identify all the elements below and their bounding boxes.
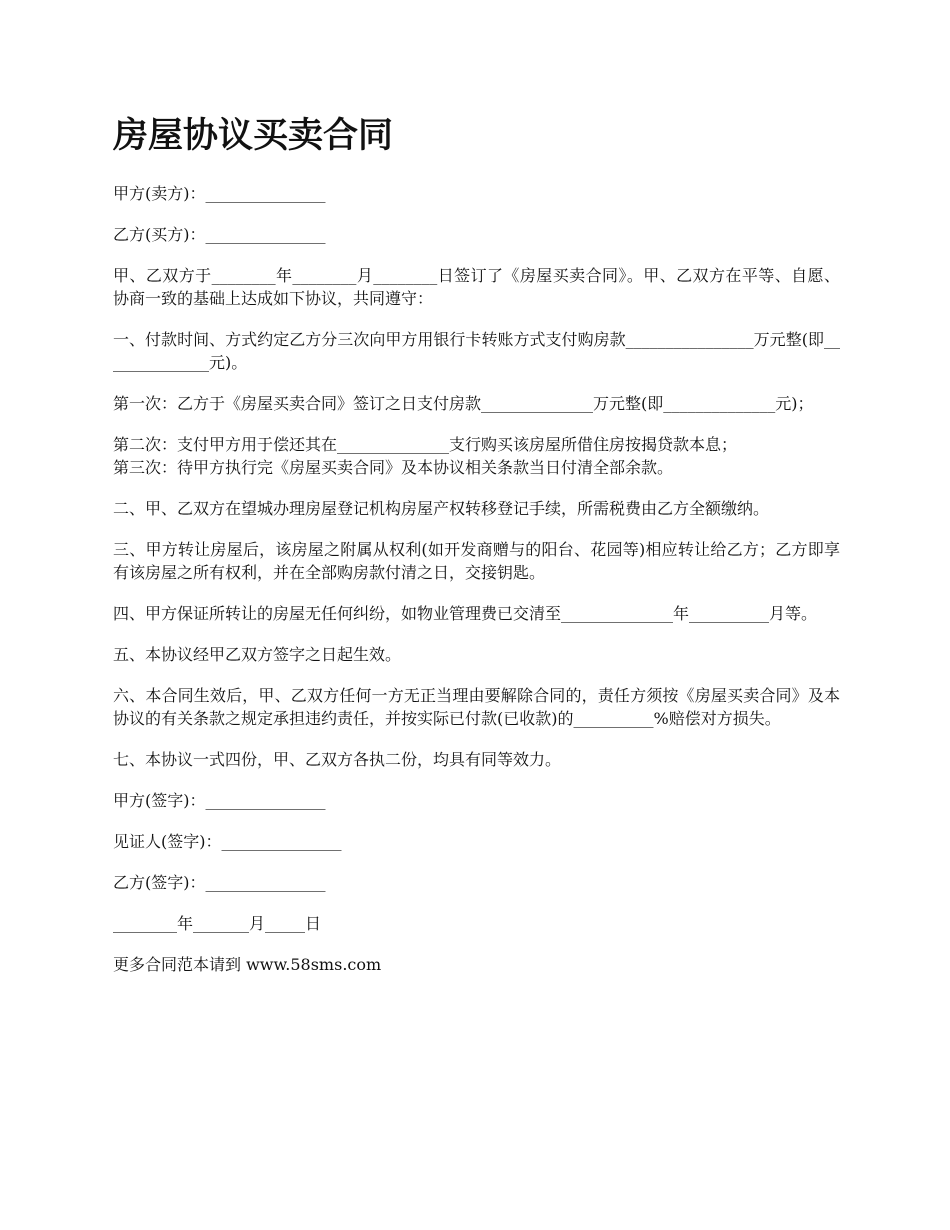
clause-6-breach: 六、本合同生效后，甲、乙双方任何一方无正当理由要解除合同的，责任方须按《房屋买卖合同》及本协议的有关条款之规定承担违约责任，并按实际已付款(已收款)的__________%赔偿对方损失。 <box>113 686 840 728</box>
party-a-seller-line: 甲方(卖方)：_______________ <box>113 184 326 203</box>
party-b-signature-line: 乙方(签字)：_______________ <box>113 873 326 892</box>
clause-5-effective: 五、本协议经甲乙双方签字之日起生效。 <box>113 645 402 664</box>
party-a-signature-line: 甲方(签字)：_______________ <box>113 791 326 810</box>
clause-1-payment: 一、付款时间、方式约定乙方分三次向甲方用银行卡转账方式支付购房款________________万元整(即______________元)。 <box>113 330 840 372</box>
clause-2-registration: 二、甲、乙双方在望城办理房屋登记机构房屋产权转移登记手续，所需税费由乙方全额缴纳。 <box>113 499 770 518</box>
party-b-buyer-line: 乙方(买方)：_______________ <box>113 225 326 244</box>
date-line: ________年_______月_____日 <box>113 914 322 933</box>
clause-7-copies: 七、本协议一式四份，甲、乙双方各执二份，均具有同等效力。 <box>113 750 562 769</box>
witness-signature-line: 见证人(签字)：_______________ <box>113 832 342 851</box>
preamble-paragraph: 甲、乙双方于________年________月________日签订了《房屋买卖合同》。甲、乙双方在平等、自愿、协商一致的基础上达成如下协议，共同遵守： <box>113 266 840 308</box>
clause-3-transfer-rights: 三、甲方转让房屋后，该房屋之附属从权利(如开发商赠与的阳台、花园等)相应转让给乙方；乙方即享有该房屋之所有权利，并在全部购房款付清之日，交接钥匙。 <box>113 540 840 582</box>
footer-note: 更多合同范本请到 www.58sms.com <box>113 955 382 974</box>
payment-second-installment: 第二次：支付甲方用于偿还其在______________支行购买该房屋所借住房按揭贷款本息； <box>113 435 738 454</box>
payment-third-installment: 第三次：待甲方执行完《房屋买卖合同》及本协议相关条款当日付清全部余款。 <box>113 458 674 477</box>
payment-first-installment: 第一次：乙方于《房屋买卖合同》签订之日支付房款______________万元整(即______________元)； <box>113 394 814 413</box>
page-title: 房屋协议买卖合同 <box>113 116 394 156</box>
contract-page <box>113 112 840 994</box>
clause-4-no-disputes: 四、甲方保证所转让的房屋无任何纠纷，如物业管理费已交清至______________年__________月等。 <box>113 604 818 623</box>
